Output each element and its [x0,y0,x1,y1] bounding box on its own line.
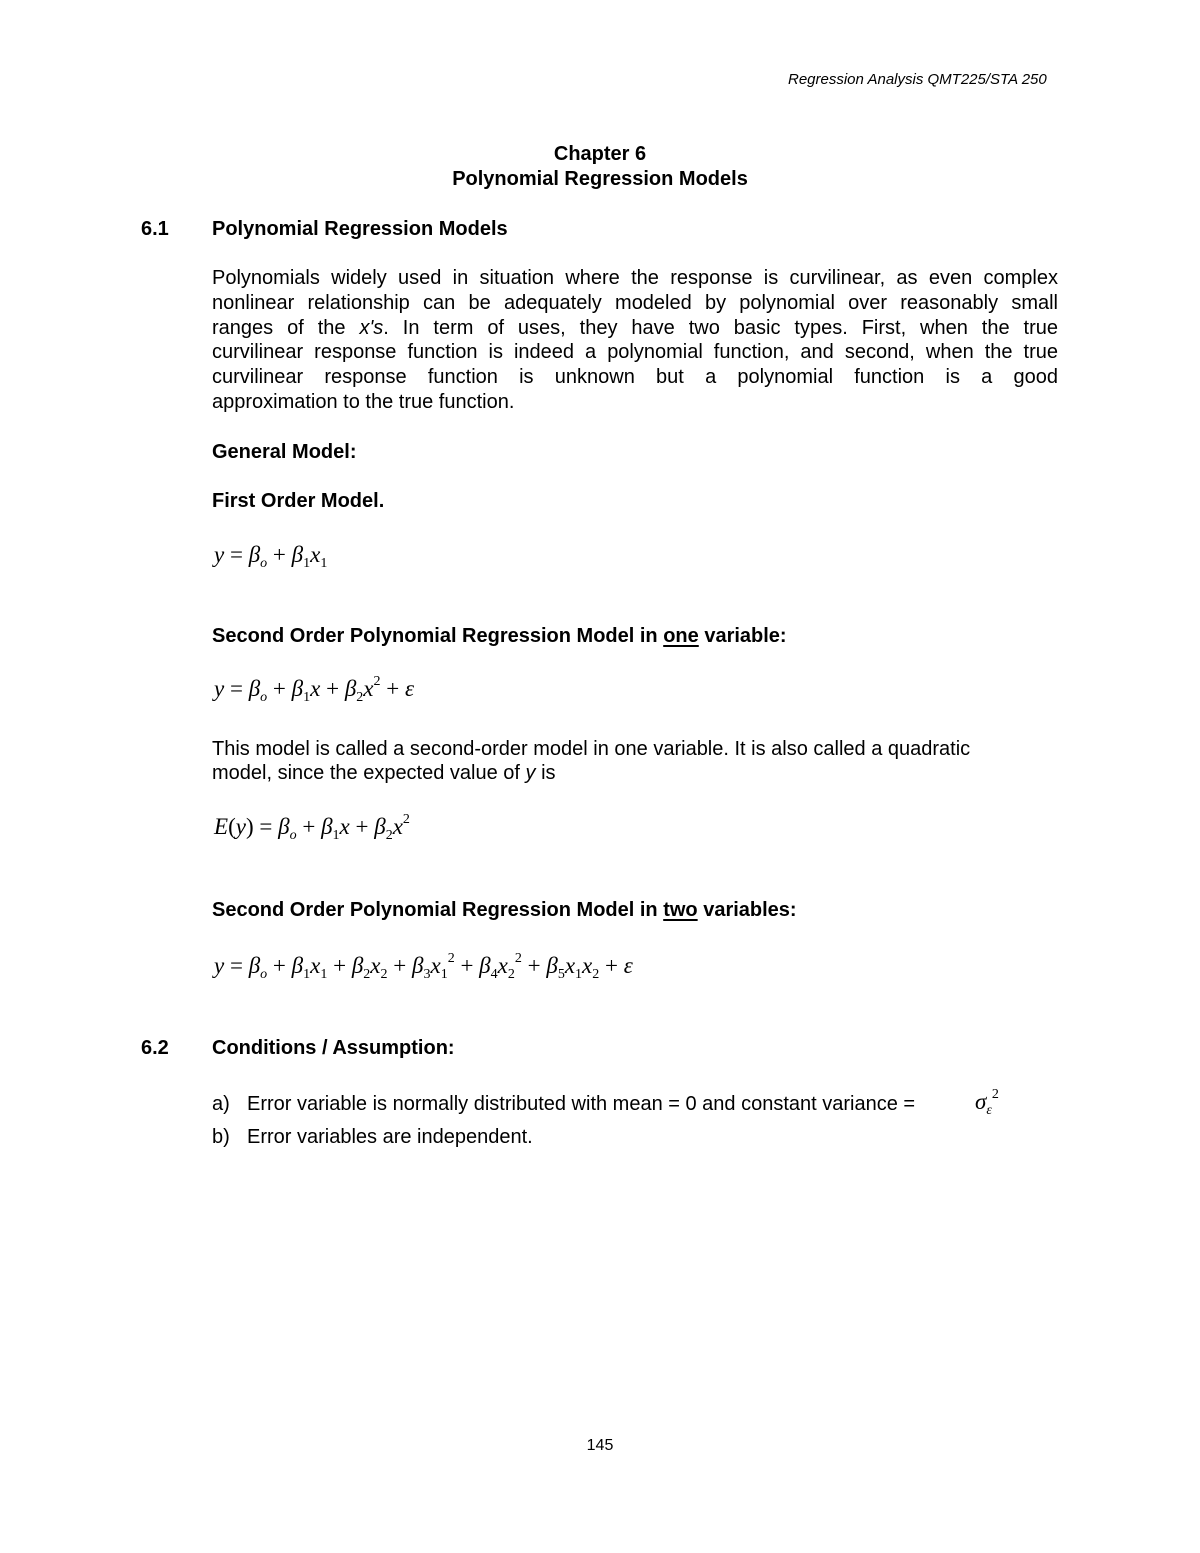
variance-symbol: $\sigma_\varepsilon^2$ [975,1087,999,1118]
section-number-6-1: 6.1 [141,218,169,240]
paragraph-line: Polynomials widely used in situation where the response is curvilinear, as even complex [212,267,1058,289]
quadratic-equation: $y = \beta_o + \beta_1x + \beta_2x^2 + \varepsilon$ [214,674,415,705]
general-model-heading: General Model: [212,441,357,463]
first-order-heading: First Order Model. [212,490,385,512]
quadratic-description-line-2: model, since the expected value of y is [212,762,556,784]
paragraph-line: approximation to the true function. [212,390,515,413]
first-order-equation: $y = \beta_o + \beta_1x_1$ [214,542,328,571]
page-number: 145 [586,1437,614,1454]
quadratic-description-line-1: This model is called a second-order model in one variable. It is also called a quadratic [212,738,971,760]
paragraph-line: ranges of the x's. In term of uses, they have two basic types. First, when the true [212,316,1059,339]
running-header: Regression Analysis QMT225/STA 250 [788,71,1047,88]
second-order-two-heading: Second Order Polynomial Regression Model in two variables: [212,899,797,921]
paragraph-line: nonlinear relationship can be adequately modeled by polynomial over reasonably small [212,291,1058,314]
paragraph-line: curvilinear response function is indeed a polynomial function, and second, when the true [212,341,1058,364]
chapter-label: Chapter 6 [553,143,647,165]
second-order-one-heading: Second Order Polynomial Regression Model in one variable: [212,625,787,647]
intro-paragraph [212,266,1058,415]
assumption-b-text: Error variables are independent. [247,1126,533,1148]
chapter-title: Polynomial Regression Models [452,168,748,190]
paragraph-line: curvilinear response function is unknown but a polynomial function is a good [212,366,1058,389]
xs-term: x's [359,316,384,339]
assumption-a-text: Error variable is normally distributed with mean = 0 and constant variance = [247,1093,916,1115]
assumption-b-marker: b) [212,1126,230,1148]
section-title-6-1: Polynomial Regression Models [212,218,508,240]
expected-value-equation: $E(y) = \beta_o + \beta_1x + \beta_2x^2$ [214,812,410,843]
assumption-a-marker: a) [212,1093,230,1115]
two-variable-equation: $y = \beta_o + \beta_1x_1 + \beta_2x_2 + \beta_3x_1^2 + \beta_4x_2^2 + \beta_5x_1x_2 + \varepsilon$ [214,951,633,982]
section-title-6-2: Conditions / Assumption: [212,1037,455,1059]
section-number-6-2: 6.2 [141,1037,169,1059]
